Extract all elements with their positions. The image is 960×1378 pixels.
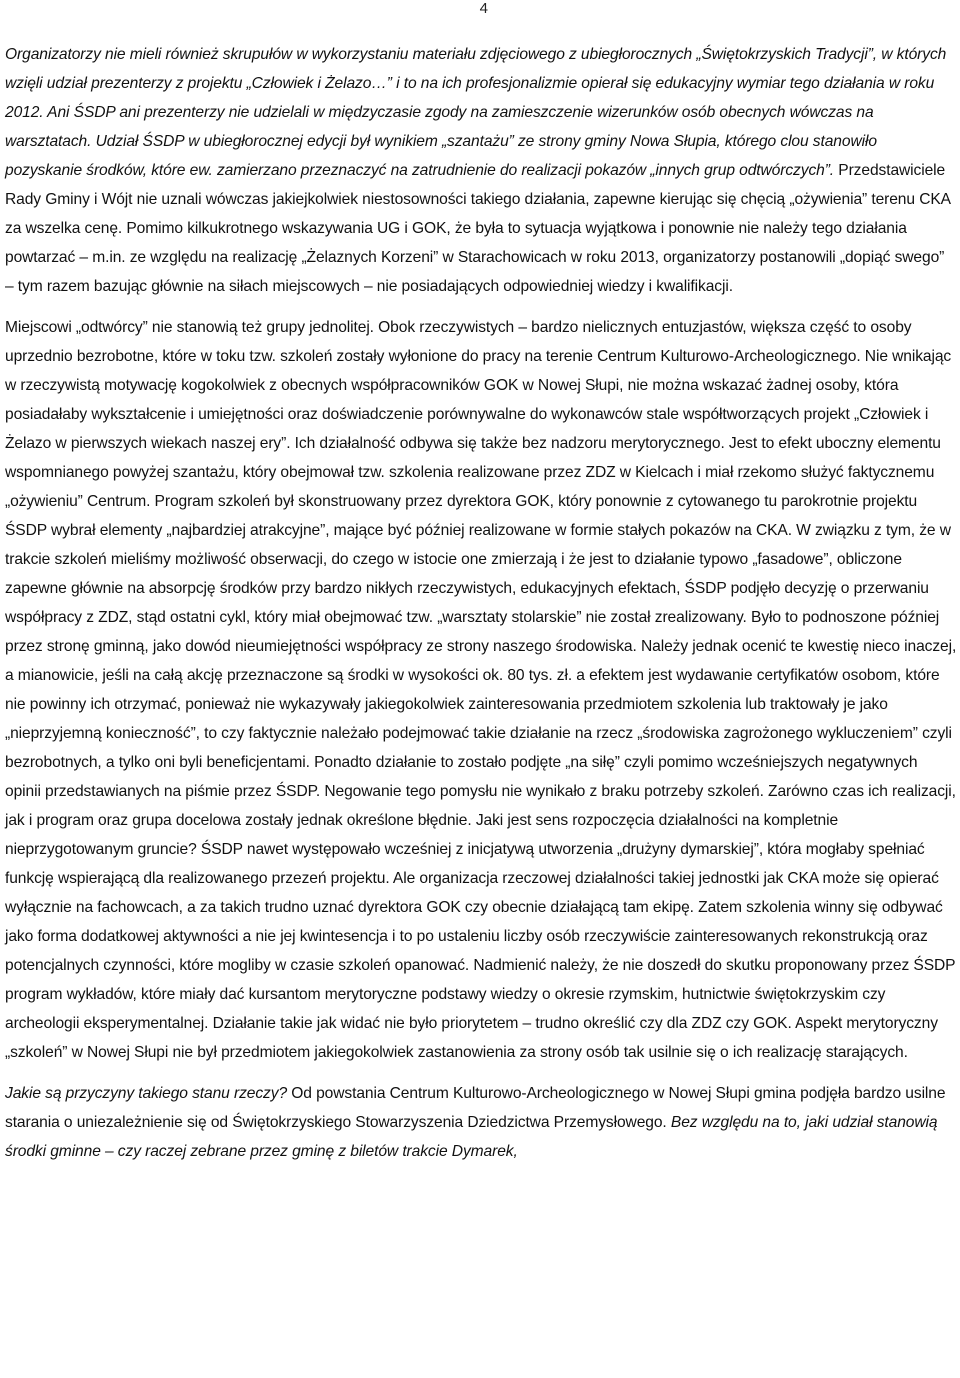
paragraph-1-regular-text: Przedstawiciele Rady Gminy i Wójt nie uznali wówczas jakiejkolwiek niestosowności takiego działania, zapewne kierując się chęcią „ożywienia” terenu CKA za wszelka cenę. Pomimo kilkukrotnego wskazywania UG i GOK, że była to sytuacja wyjątkowa i ponownie nie należy tego działania powtarzać – m.in. ze względu na realizację „Żelaznych Korzeni” w Starachowicach w roku 2013, organizatorzy postanowili „dopiąć swego” – tym razem bazując głównie na siłach miejscowych – nie posiadających odpowiedniej wiedzy i kwalifikacji.: [5, 162, 951, 295]
paragraph-3-italic-text: Bez względu na to, jaki udział stanowią środki gminne – czy raczej zebrane przez gminę z biletów trakcie Dymarek,: [5, 1114, 938, 1160]
document-body: [5, 40, 957, 1166]
paragraph-3: [5, 1079, 957, 1166]
paragraph-2-text: Miejscowi „odtwórcy” nie stanowią też grupy jednolitej. Obok rzeczywistych – bardzo nielicznych entuzjastów, większa część to osoby uprzednio bezrobotne, które w toku tzw. szkoleń zostały wyłonione do pracy na terenie Centrum Kulturowo-Archeologicznego. Nie wnikając w rzeczywistą motywację kogokolwiek z obecnych współpracowników GOK w Nowej Słupi, nie można wskazać żadnej osoby, która posiadałaby wykształcenie i umiejętności oraz doświadczenie porównywalne do wykonawców stale współtworzących projekt „Człowiek i Żelazo w pierwszych wiekach naszej ery”. Ich działalność odbywa się także bez nadzoru merytorycznego. Jest to efekt uboczny elementu wspomnianego powyżej szantażu, który obejmował tzw. szkolenia realizowane przez ZDZ w Kielcach i miał rzekomo służyć faktycznemu „ożywieniu” Centrum. Program szkoleń był skonstruowany przez dyrektora GOK, który ponownie z cytowanego tu parokrotnie projektu ŚSDP wybrał elementy „najbardziej atrakcyjne”, mające być później realizowane w formie stałych pokazów na CKA. W związku z tym, że w trakcie szkoleń mieliśmy możliwość obserwacji, do czego w istocie one zmierzają i że jest to działanie typowo „fasadowe”, obliczone zapewne głównie na absorpcję środków przy bardzo nikłych rzeczywistych, edukacyjnych efektach, ŚSDP podjęło decyzję o przerwaniu współpracy z ZDZ, stąd ostatni cykl, który miał obejmować tzw. „warsztaty stolarskie” nie został zrealizowany. Było to podnoszone później przez stronę gminną, jako dowód nieumiejętności współpracy ze strony naszego środowiska. Należy jednak ocenić te kwestię nieco inaczej, a mianowicie, jeśli na całą akcję przeznaczone są środki w wysokości ok. 80 tys. zł. a efektem jest wydawanie certyfikatów osobom, które nie powinny ich otrzymać, ponieważ nie wykazywały jakiegokolwiek zainteresowania przedmiotem szkolenia lub traktowały je jako „nieprzyjemną konieczność”, to czy faktycznie należało podejmować takie działanie na rzecz „środowiska zagrożonego wykluczeniem” czyli bezrobotnych, a tylko oni byli beneficjentami. Ponadto działanie to zostało podjęte „na siłę” czyli pomimo wcześniejszych negatywnych opinii przedstawianych na piśmie przez ŚSDP. Negowanie tego pomysłu nie wynikało z braku potrzeby szkoleń. Zarówno czas ich realizacji, jak i program oraz grupa docelowa zostały jednak określone błędnie. Jaki jest sens rozpoczęcia działalności na kompletnie nieprzygotowanym gruncie? ŚSDP nawet występowało wcześniej z inicjatywą utworzenia „drużyny dymarskiej”, która mogłaby spełniać funkcję wspierającą dla realizowanego przezeń projektu. Ale organizacja rzeczowej działalności takiej jednostki jak CKA może się opierać wyłącznie na fachowcach, a za takich trudno uznać dyrektora GOK czy obecnie działającą tam ekipę. Zatem szkolenia winny się odbywać jako forma dodatkowej aktywności a nie jej kwintesencja i to po ustaleniu liczby osób rzeczywiście zainteresowanych rekonstrukcją oraz potencjalnych czynności, które mogliby w czasie szkoleń opanować. Nadmienić należy, że nie doszedł do skutku proponowany przez ŚSDP program wykładów, które miały dać kursantom merytoryczne podstawy wiedzy o okresie rzymskim, hutnictwie świętokrzyskim czy archeologii eksperymentalnej. Działanie takie jak widać nie było priorytetem – trudno określić czy dla ZDZ czy GOK. Aspekt merytoryczny „szkoleń” w Nowej Słupi nie był przedmiotem jakiegokolwiek zastanowienia za strony osób tak usilnie się o ich realizację starających.: [5, 319, 957, 1061]
page-number: 4: [479, 0, 488, 17]
paragraph-1: [5, 40, 957, 301]
paragraph-3-regular-text: Od powstania Centrum Kulturowo-Archeologicznego w Nowej Słupi gmina podjęła bardzo usilne starania o uniezależnienie się od Świętokrzyskiego Stowarzyszenia Dziedzictwa Przemysłowego.: [5, 1085, 946, 1131]
paragraph-3-italic-question: Jakie są przyczyny takiego stanu rzeczy?: [5, 1085, 288, 1102]
paragraph-2: [5, 313, 957, 1067]
paragraph-1-italic-text: Organizatorzy nie mieli również skrupułów w wykorzystaniu materiału zdjęciowego z ubiegłorocznych „Świętokrzyskich Tradycji”, w których wzięli udział prezenterzy z projektu „Człowiek i Żelazo…” i to na ich profesjonalizmie opierał się edukacyjny wymiar tego działania w roku 2012. Ani ŚSDP ani prezenterzy nie udzielali w międzyczasie zgody na zamieszczenie wizerunków osób obecnych wówczas na warsztatach. Udział ŚSDP w ubiegłorocznej edycji był wynikiem „szantażu” ze strony gminy Nowa Słupia, którego clou stanowiło pozyskanie środków, które ew. zamierzano przeznaczyć na zatrudnienie do realizacji pokazów „innych grup odtwórczych”.: [5, 46, 947, 179]
